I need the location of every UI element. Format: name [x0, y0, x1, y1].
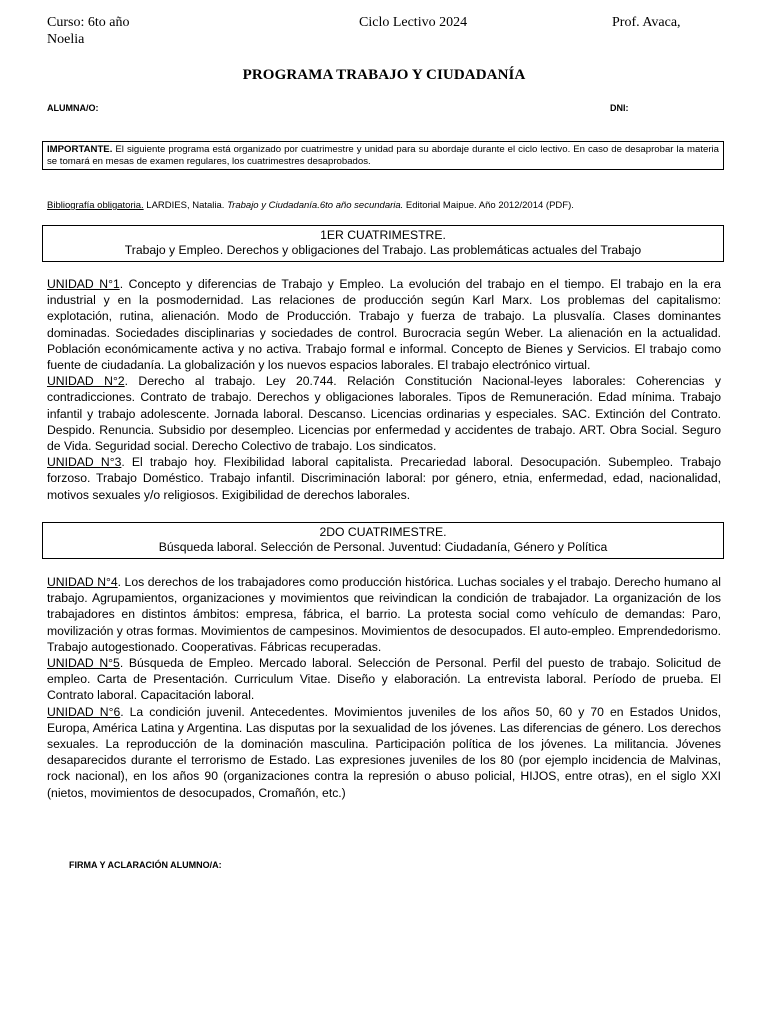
unit-2	[47, 373, 721, 454]
header-left	[47, 14, 207, 48]
dni-label: DNI:	[610, 103, 629, 113]
unit-1-text: . Concepto y diferencias de Trabajo y Empleo. La evolución del trabajo en el tiempo. El trabajo en la era industrial y en la posmodernidad. Las relaciones de producción según Karl Marx. Los problemas del capitalismo: explotación, rutina, alienación. Modo de Producción. Trabajo y fuerza de trabajo. La plusvalía. Clases dominantes dominadas. Sociedades disciplinarias y sociedades de control. Burocracia según Weber. La alienación en la actualidad. Población económicamente activa y no activa. Trabajo formal e informal. Concepto de Bienes y Servicios. El trabajo como fuente de ciudadanía. La globalización y los nuevos espacios laborales. El trabajo electrónico virtual.	[47, 277, 721, 373]
unit-5-label: UNIDAD N°5	[47, 656, 120, 671]
cuatrimestre-2-subtitle: Búsqueda laboral. Selección de Personal. Juventud: Ciudadanía, Género y Política	[158, 540, 608, 554]
unit-5	[47, 655, 721, 704]
unit-6-label: UNIDAD N°6	[47, 704, 121, 719]
unit-2-label: UNIDAD N°2	[47, 374, 125, 389]
unit-6	[47, 704, 721, 801]
bibliography	[47, 200, 574, 211]
unit-3-label: UNIDAD N°3	[47, 455, 122, 470]
important-label: IMPORTANTE.	[47, 144, 113, 155]
page-title: PROGRAMA TRABAJO Y CIUDADANÍA	[242, 67, 526, 83]
important-text: El siguiente programa está organizado por cuatrimestre y unidad para su abordaje durante el ciclo lectivo. En caso de desaprobar la materia se tomará en mesas de examen regulares, los cuatrimestres desaprobados.	[47, 144, 719, 167]
school-year-label: Ciclo Lectivo 2024	[359, 15, 468, 30]
bibliography-author: LARDIES, Natalia.	[143, 200, 228, 211]
cuatrimestre-1-units	[47, 276, 721, 503]
unit-3-text: . El trabajo hoy. Flexibilidad laboral capitalista. Precariedad laboral. Desocupación. Subempleo. Trabajo forzoso. Trabajo Doméstico. Trabajo infantil. Discriminación laboral: por género, etnia, enfermedad, edad, nacionalidad, motivos sexuales y/o religiosos. Exigibilidad de derechos laborales.	[47, 455, 722, 502]
bibliography-book: Trabajo y Ciudadanía.6to año secundaria.	[227, 200, 404, 211]
unit-4-text: . Los derechos de los trabajadores como producción histórica. Luchas sociales y el trabajo. Derecho humano al trabajo. Agrupamientos, organizaciones y movimientos que reivindican la condición de trabajador. La organización de los trabajadores en distintos ámbitos: empresa, fábrica, el barrio. La protesta social como vehículo de demandas: Paro, movilización y otras formas. Movimientos de campesinos. Movimientos de desocupados. El auto-empleo. Emprendedorismo. Trabajo autogestionado. Cooperativas. Fábricas recuperadas.	[47, 575, 722, 654]
important-notice	[42, 141, 724, 170]
cuatrimestre-2-heading: 2DO CUATRIMESTRE.	[319, 525, 447, 539]
unit-4	[47, 574, 721, 655]
unit-3	[47, 454, 721, 503]
student-name-label: ALUMNA/O:	[47, 103, 99, 113]
cuatrimestre-1-header	[42, 225, 724, 262]
signature-label: FIRMA Y ACLARACIÓN ALUMNO/A:	[69, 860, 222, 870]
bibliography-label: Bibliografía obligatoria.	[47, 200, 144, 211]
unit-2-text: . Derecho al trabajo. Ley 20.744. Relación Constitución Nacional-leyes laborales: Coherencias y contradicciones. Contrato de trabajo. Derechos y obligaciones laborales. Tipos de Remuneración. Edad mínima. Trabajo infantil y trabajo adolescente. Jornada laboral. Descanso. Licencias ordinarias y especiales. SAC. Extinción del Contrato. Despido. Renuncia. Subsidio por desempleo. Licencias por enfermedad y accidentes de trabajo. ART. Obra Social. Seguro de Vida. Seguridad social. Derecho Colectivo de trabajo. Los sindicatos.	[47, 374, 722, 454]
unit-5-text: . Búsqueda de Empleo. Mercado laboral. Selección de Personal. Perfil del puesto de trabajo. Solicitud de empleo. Carta de Presentación. Curriculum Vitae. Diseño y elaboración. La entrevista laboral. Período de prueba. El Contrato laboral. Capacitación laboral.	[47, 656, 721, 703]
teacher-first-name: Noelia	[47, 32, 85, 47]
cuatrimestre-2-units	[47, 574, 721, 801]
cuatrimestre-1-subtitle: Trabajo y Empleo. Derechos y obligaciones del Trabajo. Las problemáticas actuales del Trabajo	[124, 243, 642, 257]
bibliography-rest: Editorial Maipue. Año 2012/2014 (PDF).	[403, 200, 574, 211]
unit-6-text: . La condición juvenil. Antecedentes. Movimientos juveniles de los años 50, 60 y 70 en Estados Unidos, Europa, América Latina y Argentina. Las disputas por la sexualidad de los jóvenes. Las diferencias de género. Los derechos sexuales. La reproducción de la dominación masculina. Participación política de los jóvenes. La militancia. Jóvenes desaparecidos durante el terrorismo de Estado. Las expresiones juveniles de los 80 (por ejemplo incidencia de Malvinas, rock nacional), en los años 90 (organizaciones contra la represión o abuso policial, HIJOS, entre otras), en el siglo XXI (nietos, movimientos de desocupados, Cromañón, etc.)	[47, 704, 721, 800]
cuatrimestre-1-heading: 1ER CUATRIMESTRE.	[320, 228, 446, 242]
unit-4-label: UNIDAD N°4	[47, 575, 118, 589]
unit-1-label: UNIDAD N°1	[47, 277, 120, 291]
course-label: Curso: 6to año	[47, 15, 130, 30]
cuatrimestre-2-header	[42, 522, 724, 559]
unit-1	[47, 276, 721, 373]
teacher-label: Prof. Avaca,	[612, 15, 681, 30]
